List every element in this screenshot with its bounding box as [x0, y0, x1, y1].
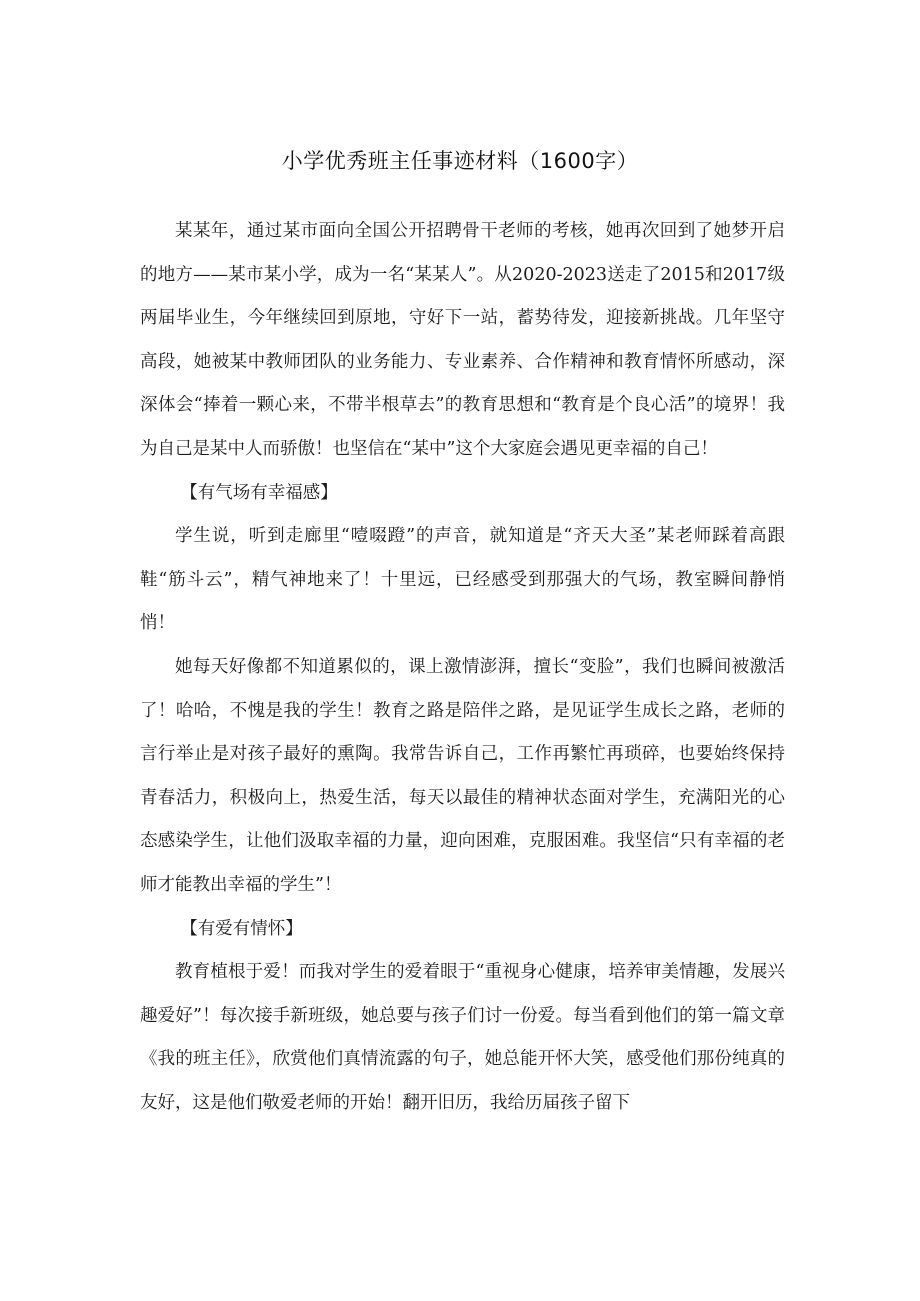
paragraph-energy: 她每天好像都不知道累似的，课上激情澎湃，擅长“变脸”，我们也瞬间被激活了！哈哈，不愧是我的学生！教育之路是陪伴之路，是见证学生成长之路，老师的言行举止是对孩子最好的熏陶。我常告诉自己，工作再繁忙再琐碎，也要始终保持青春活力，积极向上，热爱生活，每天以最佳的精神状态面对学生，充满阳光的心态感染学生，让他们汲取幸福的力量，迎向困难，克服困难。我坚信“只有幸福的老师才能教出幸福的学生”！ [140, 656, 785, 895]
section-heading-love: 【有爱有情怀】 [180, 918, 303, 939]
document-body [140, 210, 785, 1125]
page-title: 小学优秀班主任事迹材料（1600字） [281, 149, 639, 173]
paragraph-love: 教育植根于爱！而我对学生的爱着眼于“重视身心健康，培养审美情趣，发展兴趣爱好”！每次接手新班级，她总要与孩子们讨一份爱。每当看到他们的第一篇文章《我的班主任》，欣赏他们真情流露的句子，她总能开怀大笑，感受他们那份纯真的友好，这是他们敬爱老师的开始！翻开旧历，我给历届孩子留下 [140, 962, 785, 1113]
paragraph-students-say: 学生说，听到走廊里“噎啜蹬”的声音，就知道是“齐天大圣”某老师踩着高跟鞋“筋斗云”，精气神地来了！十里远，已经感受到那强大的气场，教室瞬间静悄悄！ [140, 526, 785, 634]
paragraph-intro: 某某年，通过某市面向全国公开招聘骨干老师的考核，她再次回到了她梦开启的地方——某市某小学，成为一名“某某人”。从2020-2023送走了2015和2017级两届毕业生，今年继续回到原地，守好下一站，蓄势待发，迎接新挑战。几年坚守高段，她被某中教师团队的业务能力、专业素养、合作精神和教育情怀所感动，深深体会“捧着一颗心来，不带半根草去”的教育思想和“教育是个良心活”的境界！我为自己是某中人而骄傲！也坚信在“某中”这个大家庭会遇见更幸福的自己！ [140, 221, 785, 459]
section-heading-aura: 【有气场有幸福感】 [180, 482, 338, 503]
